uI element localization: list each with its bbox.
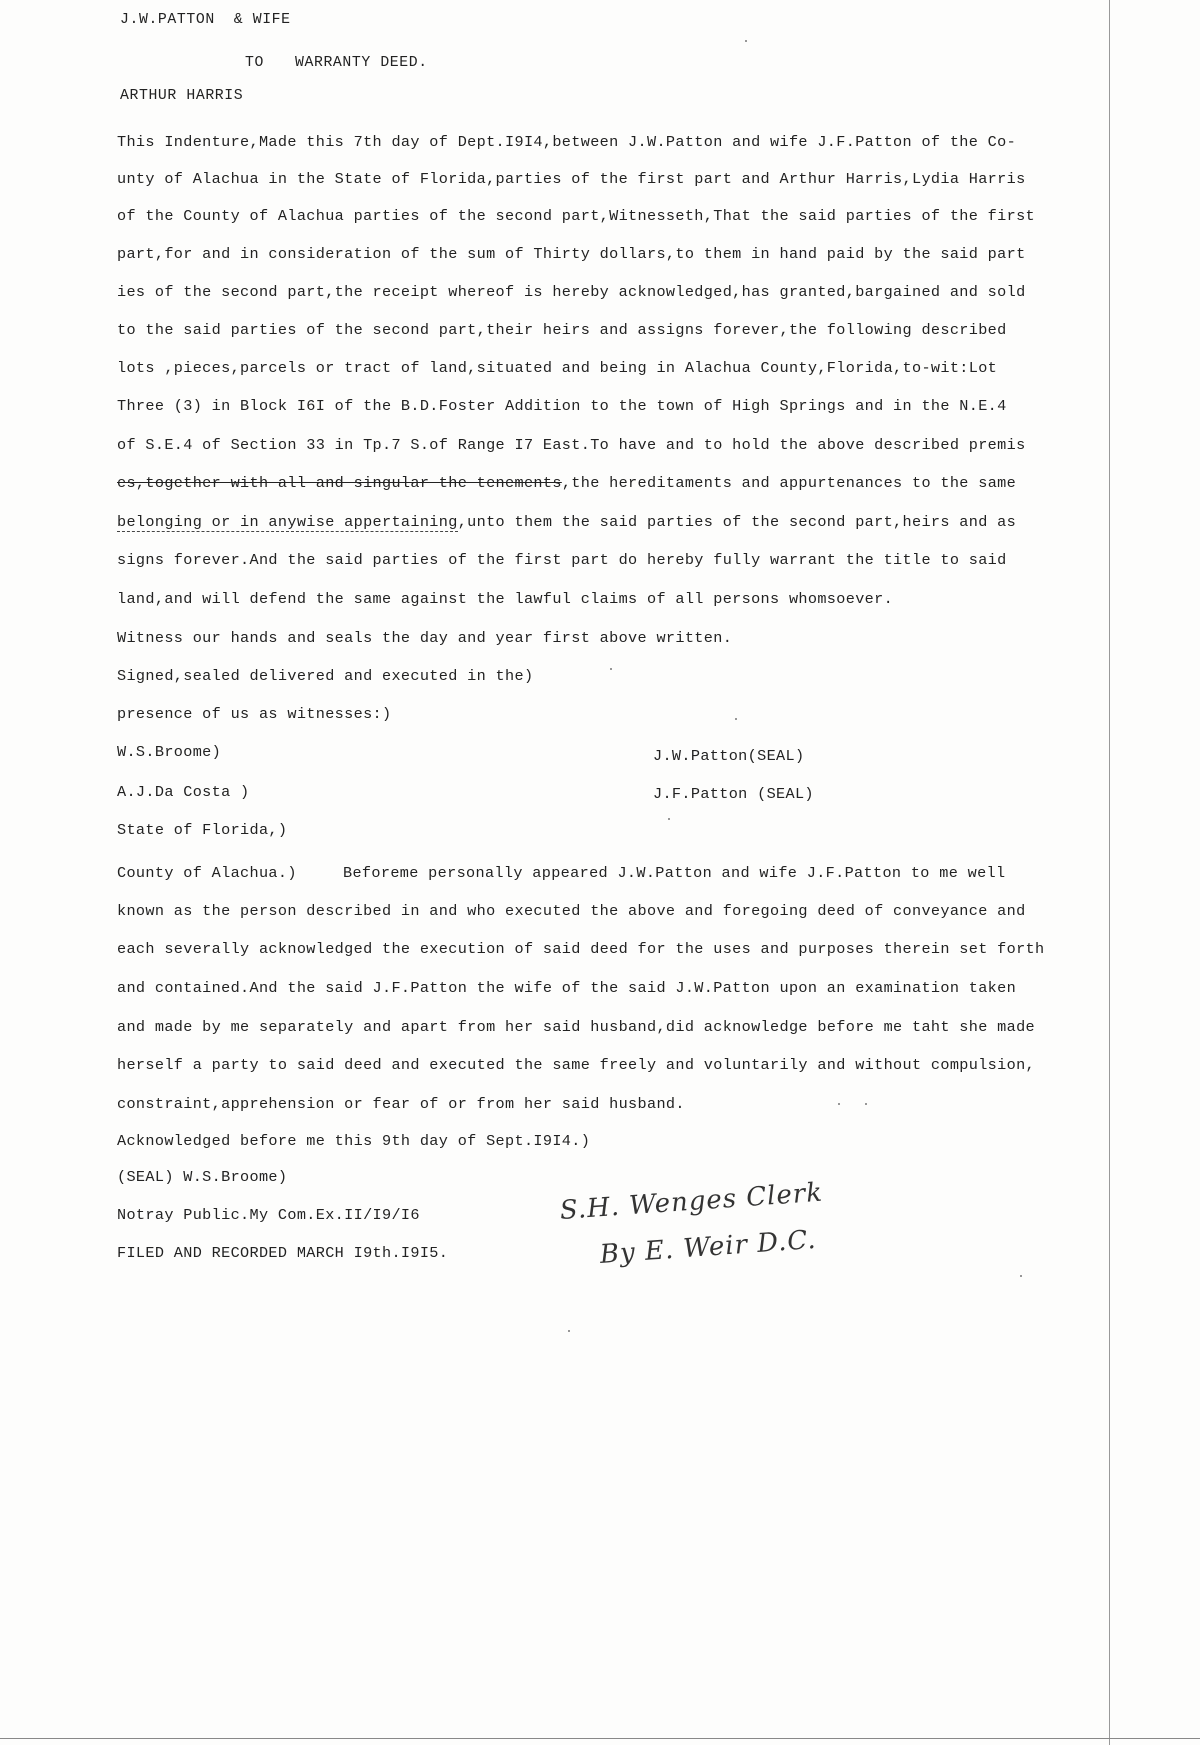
body-line: Signed,sealed delivered and executed in the) xyxy=(117,667,534,685)
ack-line: herself a party to said deed and executed the same freely and voluntarily and without compulsion, xyxy=(117,1056,1036,1074)
grantor-heading: J.W.PATTON & WIFE xyxy=(120,12,291,28)
body-line: lots ,pieces,parcels or tract of land,situated and being in Alachua County,Florida,to-wit:Lot xyxy=(117,359,998,377)
acknowledged-date: Acknowledged before me this 9th day of Sept.I9I4.) xyxy=(117,1132,591,1150)
ack-line: and contained.And the said J.F.Patton the wife of the said J.W.Patton upon an examination taken xyxy=(117,979,1017,997)
state-line: State of Florida,) xyxy=(117,821,288,839)
body-line xyxy=(117,474,1016,492)
body-line: Three (3) in Block I6I of the B.D.Foster Addition to the town of High Springs and in the N.E.4 xyxy=(117,397,1007,415)
body-text: ,unto them the said parties of the second part,heirs and as xyxy=(457,513,1017,531)
underlined-text: belonging or in anywise appertaining xyxy=(117,513,458,531)
page-edge-right xyxy=(1109,0,1110,1745)
ack-line: and made by me separately and apart from her said husband,did acknowledge before me taht she made xyxy=(117,1018,1036,1036)
notary-commission: Notray Public.My Com.Ex.II/I9/I6 xyxy=(117,1206,420,1224)
ack-line: known as the person described in and who executed the above and foregoing deed of conveyance and xyxy=(117,902,1026,920)
body-line: This Indenture,Made this 7th day of Dept.I9I4,between J.W.Patton and wife J.F.Patton of the Co- xyxy=(117,133,1017,151)
body-line xyxy=(117,513,1016,531)
body-line: signs forever.And the said parties of the first part do hereby fully warrant the title to said xyxy=(117,551,1007,569)
scan-speck xyxy=(1020,1275,1022,1277)
deed-type-heading: WARRANTY DEED. xyxy=(295,55,428,71)
witness-2: A.J.Da Costa ) xyxy=(117,783,250,801)
body-line: unty of Alachua in the State of Florida,parties of the first part and Arthur Harris,Lydia Harris xyxy=(117,170,1026,188)
scan-speck xyxy=(610,668,612,670)
body-line: to the said parties of the second part,their heirs and assigns forever,the following described xyxy=(117,321,1007,339)
county-line: County of Alachua.) xyxy=(117,864,297,882)
scan-speck xyxy=(838,1103,840,1105)
scan-speck xyxy=(865,1103,867,1105)
ack-line: each severally acknowledged the execution of said deed for the uses and purposes therein set forth xyxy=(117,940,1045,958)
to-label: TO xyxy=(245,55,264,71)
scan-speck xyxy=(745,40,747,42)
body-line: part,for and in consideration of the sum of Thirty dollars,to them in hand paid by the said part xyxy=(117,245,1026,263)
grantee-heading: ARTHUR HARRIS xyxy=(120,88,244,104)
deputy-handwritten-signature: By E. Weir D.C. xyxy=(598,1224,818,1270)
body-line: Witness our hands and seals the day and year first above written. xyxy=(117,629,733,647)
scan-speck xyxy=(568,1330,570,1332)
ack-line: constraint,apprehension or fear of or from her said husband. xyxy=(117,1095,685,1113)
witness-1: W.S.Broome) xyxy=(117,743,222,761)
notary-seal-line: (SEAL) W.S.Broome) xyxy=(117,1168,288,1186)
grantor-signature-2: J.F.Patton (SEAL) xyxy=(653,785,814,803)
body-line: of the County of Alachua parties of the second part,Witnesseth,That the said parties of the first xyxy=(117,207,1036,225)
body-line: presence of us as witnesses:) xyxy=(117,705,392,723)
ack-line: Beforeme personally appeared J.W.Patton and wife J.F.Patton to me well xyxy=(343,864,1006,882)
clerk-handwritten-signature: S.H. Wenges Clerk xyxy=(558,1177,824,1226)
page-edge-bottom xyxy=(0,1738,1200,1739)
body-line: of S.E.4 of Section 33 in Tp.7 S.of Range I7 East.To have and to hold the above described premis xyxy=(117,436,1026,454)
body-text: ,the hereditaments and appurtenances to the same xyxy=(561,474,1017,492)
body-line: ies of the second part,the receipt whereof is hereby acknowledged,has granted,bargained and sold xyxy=(117,283,1026,301)
scan-speck xyxy=(735,718,737,720)
filed-recorded: FILED AND RECORDED MARCH I9th.I9I5. xyxy=(117,1244,449,1262)
body-line: land,and will defend the same against the lawful claims of all persons whomsoever. xyxy=(117,590,894,608)
struck-text: es,together with all and singular the tenements xyxy=(117,474,562,492)
scan-speck xyxy=(668,818,670,820)
grantor-signature-1: J.W.Patton(SEAL) xyxy=(653,747,805,765)
